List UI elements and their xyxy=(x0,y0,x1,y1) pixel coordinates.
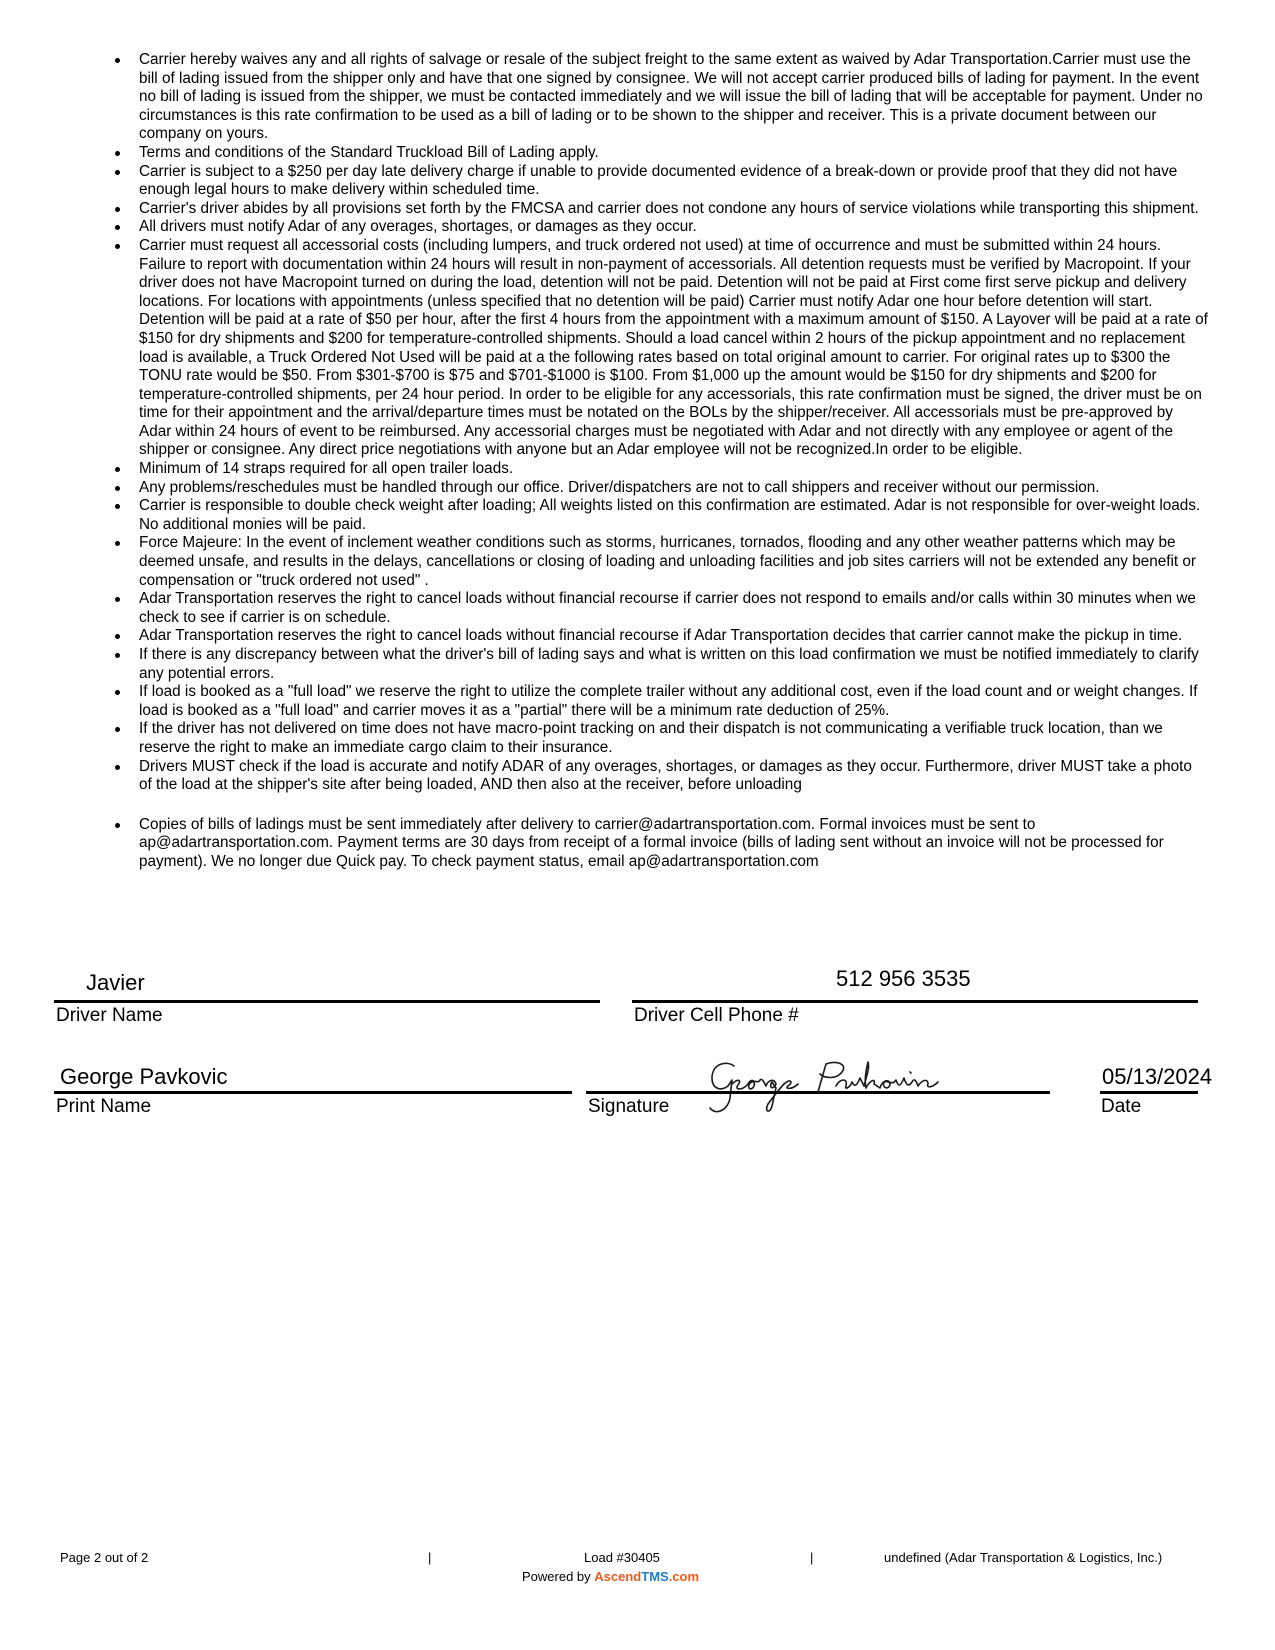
signature-image xyxy=(706,1058,966,1118)
print-name-line xyxy=(54,1091,572,1094)
term-item: Adar Transportation reserves the right to cancel loads without financial recourse if carrier does not respond to emails and/or calls within 30 minutes when we check to see if carrier is on schedule. xyxy=(108,590,1208,627)
date-value: 05/13/2024 xyxy=(1102,1064,1213,1089)
footer-separator: | xyxy=(810,1550,814,1565)
term-item: Adar Transportation reserves the right to cancel loads without financial recourse if Adar Transportation decides that carrier cannot make the pickup in time. xyxy=(108,627,1208,646)
driver-phone-label: Driver Cell Phone # xyxy=(634,1005,799,1026)
brand-logo-tms: TMS xyxy=(641,1569,669,1584)
handwritten-signature xyxy=(706,1058,966,1118)
signature-label: Signature xyxy=(588,1096,670,1117)
term-item: Force Majeure: In the event of inclement weather conditions such as storms, hurricanes, tornados, flooding and any other weather patterns which may be deemed unsafe, and results in the delays, cancellations or closing of loading and unloading facilities and job sites carriers will not be extended any benefit or compensation or "truck ordered not used" . xyxy=(108,534,1208,590)
date-label: Date xyxy=(1101,1096,1142,1117)
footer-separator: | xyxy=(428,1550,432,1565)
terms-list xyxy=(108,51,1208,872)
date-line xyxy=(1100,1091,1198,1094)
brand-logo-com: .com xyxy=(668,1569,700,1584)
page-number: Page 2 out of 2 xyxy=(60,1550,149,1565)
term-item: Any problems/reschedules must be handled through our office. Driver/dispatchers are not to call shippers and receiver without our permission. xyxy=(108,479,1208,498)
print-name-label: Print Name xyxy=(56,1096,152,1117)
term-item: Carrier is subject to a $250 per day late delivery charge if unable to provide documented evidence of a break-down or provide proof that they did not have enough legal hours to make delivery within scheduled time. xyxy=(108,163,1208,200)
powered-by xyxy=(522,1569,699,1584)
powered-by-label: Powered by xyxy=(522,1569,591,1584)
driver-name-value: Javier xyxy=(86,970,145,995)
brand-logo-ascend: Ascend xyxy=(594,1569,642,1584)
term-item: All drivers must notify Adar of any overages, shortages, or damages as they occur. xyxy=(108,218,1208,237)
term-item: Copies of bills of ladings must be sent immediately after delivery to carrier@adartransportation.com. Formal invoices must be sent to ap@adartransportation.com. Payment terms are 30 days from receipt of a formal invoice (bills of lading sent without an invoice will not be processed for payment). We no longer due Quick pay. To check payment status, email ap@adartransportation.com xyxy=(108,816,1208,872)
term-item: If load is booked as a "full load" we reserve the right to utilize the complete trailer without any additional cost, even if the load count and or weight changes. If load is booked as a "full load" and carrier moves it as a "partial" there will be a minimum rate deduction of 25%. xyxy=(108,683,1208,720)
term-item: Drivers MUST check if the load is accurate and notify ADAR of any overages, shortages, or damages as they occur. Furthermore, driver MUST take a photo of the load at the shipper's site after being loaded, AND then also at the receiver, before unloading xyxy=(108,758,1208,795)
load-number: Load #30405 xyxy=(584,1550,660,1565)
term-item: Minimum of 14 straps required for all open trailer loads. xyxy=(108,460,1208,479)
term-item: If there is any discrepancy between what the driver's bill of lading says and what is written on this load confirmation we must be notified immediately to clarify any potential errors. xyxy=(108,646,1208,683)
company-name: undefined (Adar Transportation & Logistics, Inc.) xyxy=(884,1550,1163,1565)
term-item: Carrier must request all accessorial costs (including lumpers, and truck ordered not used) at time of occurrence and must be submitted within 24 hours. Failure to report with documentation within 24 hours will result in non-payment of accessorials. All detention requests must be verified by Macropoint. If your driver does not have Macropoint turned on during the load, detention will not be paid. Detention will not be paid at First come first serve pickup and delivery locations. For locations with appointments (unless specified that no detention will be paid) Carrier must notify Adar one hour before detention will start. Detention will be paid at a rate of $50 per hour, after the first 4 hours from the appointment with a maximum amount of $150. A Layover will be paid at a rate of $150 for dry shipments and $200 for temperature-controlled shipments. Should a load cancel within 2 hours of the pickup appointment and no replacement load is available, a Truck Ordered Not Used will be paid at a the following rates based on total original amount to carrier. For original rates up to $300 the TONU rate would be $50. From $301-$700 is $75 and $701-$1000 is $100. From $1,000 up the amount would be $150 for dry shipments and $200 for temperature-controlled shipments, per 24 hour period. In order to be eligible for any accessorials, this rate confirmation must be signed, the driver must be on time for their appointment and the arrival/departure times must be notated on the BOLs by the shipper/receiver. All accessorials must be pre-approved by Adar within 24 hours of event to be reimbursed. Any accessorial charges must be negotiated with Adar and not directly with any employee or agent of the shipper or consignee. Any direct price negotiations with anyone but an Adar employee will not be recognized.In order to be eligible. xyxy=(108,237,1208,460)
driver-phone-line xyxy=(632,1000,1198,1003)
term-item: Terms and conditions of the Standard Truckload Bill of Lading apply. xyxy=(108,144,1208,163)
term-item: Carrier is responsible to double check weight after loading; All weights listed on this confirmation are estimated. Adar is not responsible for over-weight loads. No additional monies will be paid. xyxy=(108,497,1208,534)
print-name-value: George Pavkovic xyxy=(60,1064,228,1089)
term-item: Carrier's driver abides by all provisions set forth by the FMCSA and carrier does not condone any hours of service violations while transporting this shipment. xyxy=(108,200,1208,219)
signature-line xyxy=(586,1091,1050,1094)
driver-name-line xyxy=(54,1000,600,1003)
driver-name-label: Driver Name xyxy=(56,1005,163,1026)
term-item: Carrier hereby waives any and all rights of salvage or resale of the subject freight to the same extent as waived by Adar Transportation.Carrier must use the bill of lading issued from the shipper only and have that one signed by consignee. We will not accept carrier produced bills of lading for payment. In the event no bill of lading is issued from the shipper, we must be contacted immediately and we will issue the bill of lading that will be acceptable for payment. Under no circumstances is this rate confirmation to be used as a bill of lading or to be shown to the shipper and receiver. This is a private document between our company on yours. xyxy=(108,51,1208,144)
driver-phone-value: 512 956 3535 xyxy=(836,966,971,991)
term-item: If the driver has not delivered on time does not have macro-point tracking on and their dispatch is not communicating a verifiable truck location, than we reserve the right to make an immediate cargo claim to their insurance. xyxy=(108,720,1208,757)
